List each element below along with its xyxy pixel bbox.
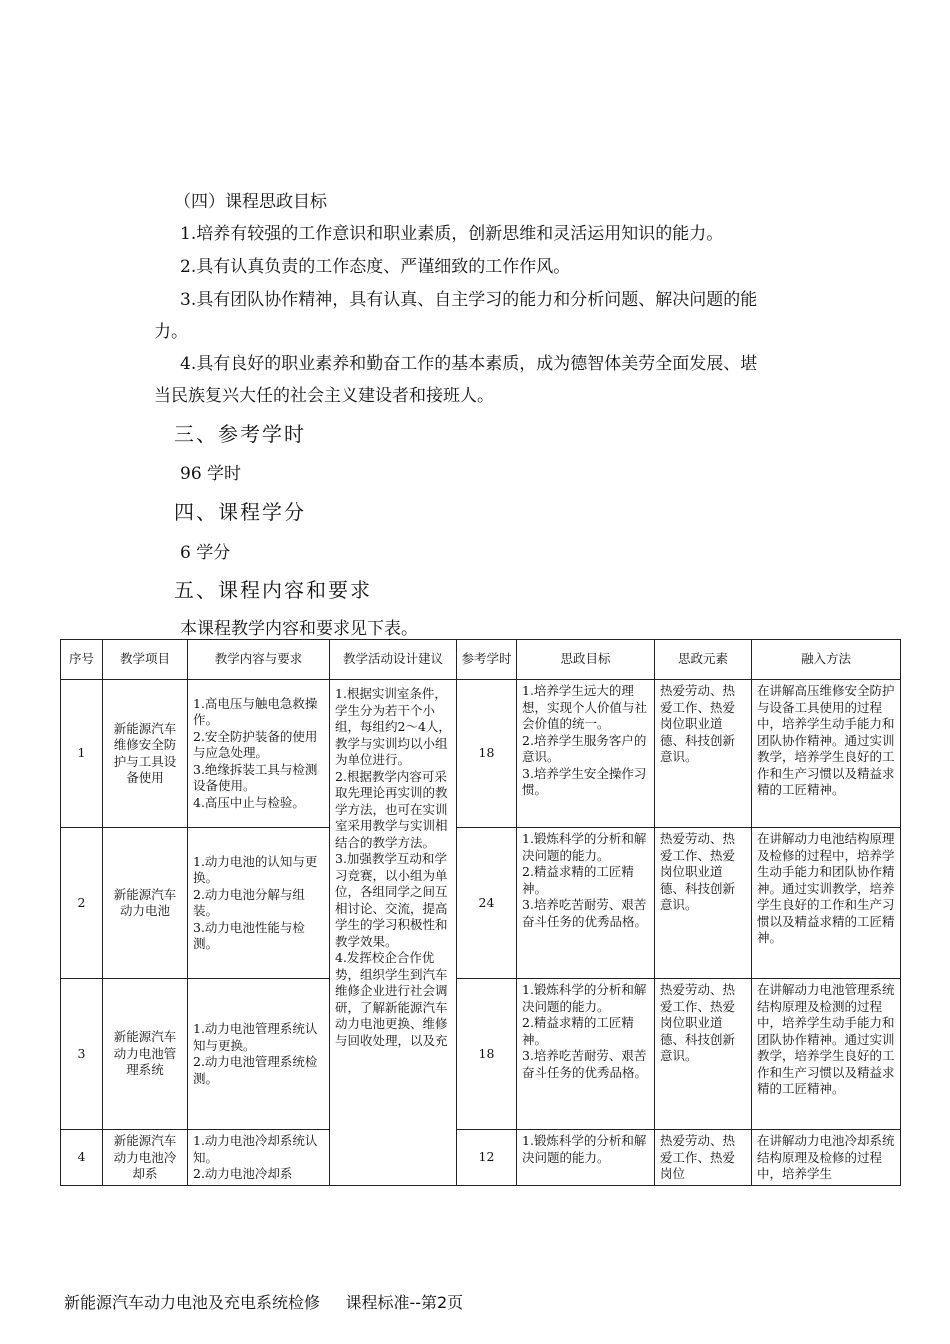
content-line: 1.动力电池管理系统认知与更换。 <box>193 1021 318 1053</box>
content-clip <box>193 1133 324 1182</box>
content-line: 3.绝缘拆装工具与检测设备使用。 <box>193 761 318 794</box>
content-line: 1.动力电池冷却系统认知。 <box>193 1133 318 1165</box>
goal-item-1: 1.培养有较强的工作意识和职业素质，创新思维和灵活运用知识的能力。 <box>180 224 724 244</box>
goal-item-3: 3.具有团队协作精神，具有认真、自主学习的能力和分析问题、解决问题的能 <box>180 290 758 310</box>
row-elements: 热爱劳动、热爱工作、热爱岗位职业道德、科技创新意识。 <box>655 979 752 1130</box>
activity-line: 1.根据实训室条件，学生分为若干个小组，每组约2～4人，教学与实训均以小组为单位进行。 <box>335 686 451 767</box>
goal-line: 2.精益求精的工匠精神。 <box>522 864 634 896</box>
footer-page-label: 课程标准--第2页 <box>345 1293 464 1312</box>
header-elements: 思政元素 <box>655 640 752 680</box>
header-hours: 参考学时 <box>457 640 517 680</box>
goal-line: 2.精益求精的工匠精神。 <box>522 1015 634 1047</box>
row-hours: 18 <box>457 979 517 1130</box>
content-line: 2.动力电池冷却系 <box>193 1166 293 1181</box>
elements-text: 热爱劳动、热爱工作、热爱岗位 <box>660 1133 736 1181</box>
footer-course-name: 新能源汽车动力电池及充电系统检修 <box>64 1293 321 1312</box>
row-number: 2 <box>61 828 103 979</box>
row-content <box>188 680 330 828</box>
content-line: 4.高压中止与检验。 <box>193 794 305 810</box>
table-row <box>61 828 901 979</box>
hours-value: 96 学时 <box>180 464 242 484</box>
goal-line: 3.培养吃苦耐劳、艰苦奋斗任务的优秀品格。 <box>522 1048 648 1080</box>
header-project: 教学项目 <box>103 640 188 680</box>
goal-line: 1.锻炼科学的分析和解决问题的能力。 <box>522 831 647 863</box>
goal-line: 3.培养吃苦耐劳、艰苦奋斗任务的优秀品格。 <box>522 897 648 929</box>
row-elements: 热爱劳动、热爱工作、热爱岗位职业道德、科技创新意识。 <box>655 828 752 979</box>
row-hours: 18 <box>457 680 517 828</box>
goal-line: 1.培养学生远大的理想，实现个人价值与社会价值的统一。 <box>522 683 648 731</box>
row-content <box>188 979 330 1130</box>
goal-line: 1.锻炼科学的分析和解决问题的能力。 <box>522 1133 647 1165</box>
row-elements: 热爱劳动、热爱工作、热爱岗位职业道德、科技创新意识。 <box>655 680 752 828</box>
row-project <box>103 1130 188 1186</box>
row-number: 3 <box>61 979 103 1130</box>
header-goals: 思政目标 <box>517 640 655 680</box>
row-goals <box>517 680 655 828</box>
page-footer <box>64 1290 463 1313</box>
table-row <box>61 979 901 1130</box>
row-hours: 24 <box>457 828 517 979</box>
content-intro: 本课程教学内容和要求见下表。 <box>180 619 418 639</box>
row-project: 新能源汽车维修安全防护与工具设备使用 <box>103 680 188 828</box>
method-text: 在讲解动力电池冷却系统结构原理及检修的过程中，培养学生 <box>757 1133 895 1181</box>
credits-heading: 四、课程学分 <box>174 500 306 524</box>
goal-line: 3.培养学生安全操作习惯。 <box>522 765 647 797</box>
activity-line: 4.发挥校企合作优势，组织学生到汽车维修企业进行社会调研，了解新能源汽车动力电池更换、维修与回收处理，以及充 <box>335 950 448 1048</box>
row-number: 4 <box>61 1130 103 1186</box>
row-goals <box>517 828 655 979</box>
header-no: 序号 <box>61 640 103 680</box>
row-elements <box>655 1130 752 1186</box>
header-activity: 教学活动设计建议 <box>330 640 457 680</box>
header-content: 教学内容与要求 <box>188 640 330 680</box>
content-line: 2.安全防护装备的使用与应急处理。 <box>193 728 318 761</box>
row-project: 新能源汽车动力电池 <box>103 828 188 979</box>
table-row <box>61 680 901 828</box>
row-project: 新能源汽车动力电池管理系统 <box>103 979 188 1130</box>
row-method <box>752 1130 901 1186</box>
activity-design-cell <box>330 680 457 1186</box>
goal-item-4-cont: 当民族复兴大任的社会主义建设者和接班人。 <box>154 386 494 406</box>
goal-item-3-cont: 力。 <box>154 322 188 342</box>
content-line: 1.动力电池的认知与更换。 <box>193 853 318 885</box>
content-line: 1.高电压与触电急救操作。 <box>193 695 318 728</box>
credits-value: 6 学分 <box>180 543 231 563</box>
header-method: 融入方法 <box>752 640 901 680</box>
row-method: 在讲解高压维修安全防护与设备工具使用的过程中，培养学生动手能力和团队协作精神。通过实训教学，培养学生良好的工作和生产习惯以及精益求精的工匠精神。 <box>752 680 901 828</box>
row-number: 1 <box>61 680 103 828</box>
row-content <box>188 1130 330 1186</box>
content-line: 2.动力电池分解与组装。 <box>193 886 305 918</box>
hours-heading: 三、参考学时 <box>174 422 306 446</box>
activity-line: 2.根据教学内容可采取先理论再实训的教学方法，也可在实训室采用教学与实训相结合的教学方法。 <box>335 768 448 850</box>
goal-item-2: 2.具有认真负责的工作态度、严谨细致的工作作风。 <box>180 257 571 277</box>
table-row <box>61 1130 901 1186</box>
row-goals <box>517 979 655 1130</box>
table-header-row <box>61 640 901 680</box>
content-line: 2.动力电池管理系统检测。 <box>193 1054 318 1086</box>
goal-item-4: 4.具有良好的职业素养和勤奋工作的基本素质，成为德智体美劳全面发展、堪 <box>180 354 758 374</box>
content-heading: 五、课程内容和要求 <box>174 578 372 602</box>
goal-heading: （四）课程思政目标 <box>174 192 327 212</box>
goal-line: 2.培养学生服务客户的意识。 <box>522 732 647 764</box>
content-line: 3.动力电池性能与检测。 <box>193 919 305 951</box>
row-hours: 12 <box>457 1130 517 1186</box>
row-method: 在讲解动力电池管理系统结构原理及检测的过程中，培养学生动手能力和团队协作精神。通过实训教学，培养学生良好的工作和生产习惯以及精益求精的工匠精神。 <box>752 979 901 1130</box>
row-content <box>188 828 330 979</box>
project-text: 新能源汽车动力电池冷却系 <box>113 1133 177 1181</box>
course-content-table <box>60 639 901 1186</box>
row-method: 在讲解动力电池结构原理及检修的过程中，培养学生动手能力和团队协作精神。通过实训教学，培养学生良好的工作和生产习惯以及精益求精的工匠精神。 <box>752 828 901 979</box>
activity-line: 3.加强教学互动和学习竞赛，以小组为单位，各组同学之间互相讨论、交流，提高学生的学习积极性和教学效果。 <box>335 851 448 949</box>
goal-line: 1.锻炼科学的分析和解决问题的能力。 <box>522 982 647 1014</box>
row-goals <box>517 1130 655 1186</box>
